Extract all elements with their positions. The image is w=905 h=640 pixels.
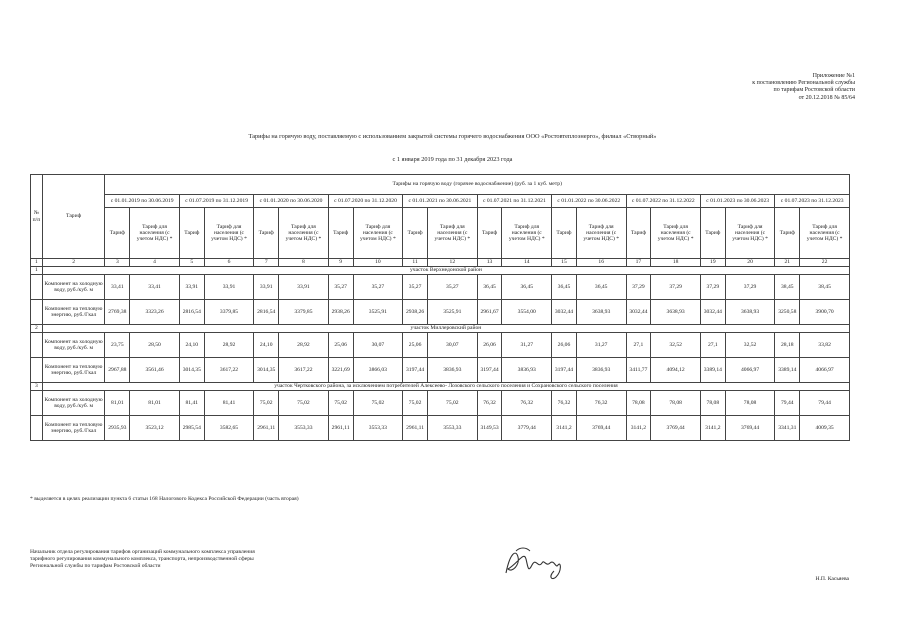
- period-header: с 01.01.2023 по 30.06.2023: [700, 195, 774, 208]
- value-cell: 3523,12: [130, 416, 180, 441]
- subheader-population-tariff: Тариф для населения (с учетом НДС) *: [800, 208, 850, 259]
- subheader-tariff: Тариф: [626, 208, 651, 259]
- value-cell: 4009,35: [800, 416, 850, 441]
- period-header: с 01.07.2021 по 31.12.2021: [477, 195, 551, 208]
- document-title: Тарифы на горячую воду, поставляемую с использованием закрытой системы горячего водоснабжения ООО «Ростовтеплоэнерго», филиал «Створный»: [248, 133, 657, 140]
- section-row: [31, 325, 850, 333]
- column-number: 2: [42, 259, 105, 267]
- value-cell: 3032,44: [626, 300, 651, 325]
- column-number: 6: [204, 259, 254, 267]
- subheader-tariff: Тариф: [477, 208, 502, 259]
- value-cell: 33,91: [179, 275, 204, 300]
- table-row: [31, 416, 850, 441]
- value-cell: 2961,67: [477, 300, 502, 325]
- value-cell: 37,29: [651, 275, 701, 300]
- column-number: 12: [428, 259, 478, 267]
- value-cell: 4094,12: [651, 358, 701, 383]
- value-cell: 36,45: [502, 275, 552, 300]
- value-cell: 2816,54: [179, 300, 204, 325]
- subheader-tariff: Тариф: [328, 208, 353, 259]
- value-cell: 36,45: [477, 275, 502, 300]
- value-cell: 2938,26: [403, 300, 428, 325]
- value-cell: 2938,26: [328, 300, 353, 325]
- value-cell: 27,1: [700, 333, 725, 358]
- value-cell: 81,41: [179, 391, 204, 416]
- value-cell: 3836,93: [502, 358, 552, 383]
- value-cell: 3197,44: [552, 358, 577, 383]
- value-cell: 75,02: [328, 391, 353, 416]
- value-cell: 24,10: [254, 333, 279, 358]
- value-cell: 3389,14: [700, 358, 725, 383]
- subheader-tariff: Тариф: [105, 208, 130, 259]
- value-cell: 33,91: [279, 275, 329, 300]
- value-cell: 81,41: [204, 391, 254, 416]
- value-cell: 26,06: [477, 333, 502, 358]
- value-cell: 33,91: [204, 275, 254, 300]
- value-cell: 2769,38: [105, 300, 130, 325]
- value-cell: 37,29: [700, 275, 725, 300]
- value-cell: 76,32: [477, 391, 502, 416]
- value-cell: 3525,91: [353, 300, 403, 325]
- period-header: с 01.01.2021 по 30.06.2021: [403, 195, 477, 208]
- value-cell: 75,02: [353, 391, 403, 416]
- value-cell: 3149,53: [477, 416, 502, 441]
- column-number: 3: [105, 259, 130, 267]
- value-cell: 33,41: [130, 275, 180, 300]
- value-cell: 31,27: [502, 333, 552, 358]
- value-cell: 30,07: [353, 333, 403, 358]
- row-number-cell: [31, 416, 43, 441]
- value-cell: 32,52: [725, 333, 775, 358]
- section-number: 2: [31, 325, 43, 333]
- value-cell: 81,01: [105, 391, 130, 416]
- value-cell: 3411,77: [626, 358, 651, 383]
- value-cell: 3197,44: [477, 358, 502, 383]
- subheader-tariff: Тариф: [179, 208, 204, 259]
- section-number: 3: [31, 383, 43, 391]
- column-number: 19: [700, 259, 725, 267]
- value-cell: 3525,91: [428, 300, 478, 325]
- value-cell: 79,44: [775, 391, 800, 416]
- value-cell: 3617,22: [204, 358, 254, 383]
- value-cell: 2961,11: [254, 416, 279, 441]
- value-cell: 37,29: [725, 275, 775, 300]
- value-cell: 3836,93: [576, 358, 626, 383]
- value-cell: 3900,70: [800, 300, 850, 325]
- value-cell: 33,82: [800, 333, 850, 358]
- section-name: участок Верхнедонской район: [42, 267, 849, 275]
- value-cell: 78,08: [725, 391, 775, 416]
- column-number: 17: [626, 259, 651, 267]
- value-cell: 3323,26: [130, 300, 180, 325]
- value-cell: 2985,54: [179, 416, 204, 441]
- subheader-tariff: Тариф: [552, 208, 577, 259]
- row-number-cell: [31, 300, 43, 325]
- subheader-population-tariff: Тариф для населения (с учетом НДС) *: [130, 208, 180, 259]
- footnote: * выделяется в целях реализации пункта 6 статьи 168 Налогового Кодекса Российской Федерации (часть вторая): [30, 496, 299, 502]
- table-row: [31, 358, 850, 383]
- table-row: [31, 300, 850, 325]
- value-cell: 31,27: [576, 333, 626, 358]
- subheader-tariff: Тариф: [700, 208, 725, 259]
- value-cell: 78,08: [626, 391, 651, 416]
- subheader-tariff: Тариф: [403, 208, 428, 259]
- column-number: 11: [403, 259, 428, 267]
- value-cell: 32,52: [651, 333, 701, 358]
- column-number: 14: [502, 259, 552, 267]
- value-cell: 28,92: [279, 333, 329, 358]
- value-cell: 2935,93: [105, 416, 130, 441]
- value-cell: 4066,97: [725, 358, 775, 383]
- value-cell: 3014,35: [179, 358, 204, 383]
- value-cell: 3561,46: [130, 358, 180, 383]
- column-number: 15: [552, 259, 577, 267]
- value-cell: 25,06: [328, 333, 353, 358]
- subheader-tariff: Тариф: [254, 208, 279, 259]
- value-cell: 36,45: [552, 275, 577, 300]
- tariff-table: [30, 174, 850, 441]
- value-cell: 76,32: [502, 391, 552, 416]
- value-cell: 23,75: [105, 333, 130, 358]
- column-number: 5: [179, 259, 204, 267]
- column-number: 21: [775, 259, 800, 267]
- value-cell: 26,06: [552, 333, 577, 358]
- row-number-cell: [31, 333, 43, 358]
- table-row: [31, 391, 850, 416]
- signer-position: Начальник отдела регулирования тарифов организаций коммунального комплекса управления тарифного регулирования коммунального комплекса, транспорта, непроизводственной сферы Региональной службы по тарифам Ростовской области: [30, 549, 255, 569]
- value-cell: 3769,44: [576, 416, 626, 441]
- value-cell: 3553,33: [353, 416, 403, 441]
- period-header: с 01.07.2020 по 31.12.2020: [328, 195, 402, 208]
- section-name: участок Миллеровский район: [42, 325, 849, 333]
- value-cell: 3032,44: [552, 300, 577, 325]
- column-number: 16: [576, 259, 626, 267]
- value-cell: 3638,93: [651, 300, 701, 325]
- value-cell: 3221,69: [328, 358, 353, 383]
- subheader-population-tariff: Тариф для населения (с учетом НДС) *: [204, 208, 254, 259]
- period-header: с 01.07.2023 по 31.12.2023: [775, 195, 850, 208]
- row-label: Компонент на холодную воду, руб./куб. м: [42, 333, 105, 358]
- column-number: 7: [254, 259, 279, 267]
- appendix-line: к постановлению Региональной службы: [752, 80, 855, 87]
- value-cell: 75,02: [279, 391, 329, 416]
- value-cell: 35,27: [403, 275, 428, 300]
- value-cell: 3250,58: [775, 300, 800, 325]
- column-number: 10: [353, 259, 403, 267]
- value-cell: 30,07: [428, 333, 478, 358]
- value-cell: 3379,85: [204, 300, 254, 325]
- value-cell: 3617,22: [279, 358, 329, 383]
- period-header: с 01.07.2022 по 31.12.2022: [626, 195, 700, 208]
- period-header: с 01.01.2022 по 30.06.2022: [552, 195, 626, 208]
- signer-name: Н.П. Касьяева: [815, 576, 849, 582]
- column-number: 20: [725, 259, 775, 267]
- subheader-tariff: Тариф: [775, 208, 800, 259]
- value-cell: 3379,85: [279, 300, 329, 325]
- appendix-line: от 20.12.2018 № 85/64: [798, 94, 855, 101]
- section-number: 1: [31, 267, 43, 275]
- row-number-cell: [31, 358, 43, 383]
- subheader-population-tariff: Тариф для населения (с учетом НДС) *: [725, 208, 775, 259]
- value-cell: 2816,54: [254, 300, 279, 325]
- subheader-population-tariff: Тариф для населения (с учетом НДС) *: [353, 208, 403, 259]
- subheader-population-tariff: Тариф для населения (с учетом НДС) *: [428, 208, 478, 259]
- period-header: с 01.01.2020 по 30.06.2020: [254, 195, 328, 208]
- value-cell: 79,44: [800, 391, 850, 416]
- header-tariff: Тариф: [42, 175, 105, 259]
- subheader-population-tariff: Тариф для населения (с учетом НДС) *: [502, 208, 552, 259]
- value-cell: 3836,93: [428, 358, 478, 383]
- subheader-population-tariff: Тариф для населения (с учетом НДС) *: [279, 208, 329, 259]
- value-cell: 75,02: [254, 391, 279, 416]
- section-row: [31, 267, 850, 275]
- value-cell: 24,10: [179, 333, 204, 358]
- value-cell: 3141,2: [700, 416, 725, 441]
- row-number-cell: [31, 391, 43, 416]
- value-cell: 76,32: [552, 391, 577, 416]
- column-number: 9: [328, 259, 353, 267]
- appendix-line: Приложение №1: [812, 73, 855, 79]
- value-cell: 3141,2: [626, 416, 651, 441]
- row-number-cell: [31, 275, 43, 300]
- column-number: 1: [31, 259, 43, 267]
- handwritten-signature: [498, 543, 570, 583]
- value-cell: 3554,00: [502, 300, 552, 325]
- value-cell: 4066,97: [800, 358, 850, 383]
- column-number: 8: [279, 259, 329, 267]
- value-cell: 75,02: [428, 391, 478, 416]
- value-cell: 3389,14: [775, 358, 800, 383]
- value-cell: 35,27: [353, 275, 403, 300]
- value-cell: 3638,93: [725, 300, 775, 325]
- value-cell: 3553,33: [279, 416, 329, 441]
- value-cell: 27,1: [626, 333, 651, 358]
- value-cell: 2961,11: [403, 416, 428, 441]
- value-cell: 75,02: [403, 391, 428, 416]
- appendix-line: по тарифам Ростовской области: [773, 87, 855, 94]
- value-cell: 2967,88: [105, 358, 130, 383]
- value-cell: 81,01: [130, 391, 180, 416]
- row-label: Компонент на тепловую энергию, руб./Гкал: [42, 300, 105, 325]
- value-cell: 78,08: [700, 391, 725, 416]
- value-cell: 28,50: [130, 333, 180, 358]
- row-label: Компонент на холодную воду, руб./куб. м: [42, 275, 105, 300]
- row-label: Компонент на тепловую энергию, руб./Гкал: [42, 416, 105, 441]
- column-number: 18: [651, 259, 701, 267]
- value-cell: 3032,44: [700, 300, 725, 325]
- header-group: Тарифы на горячую воду (горячее водоснабжение) (руб. за 1 куб. метр): [105, 175, 850, 195]
- value-cell: 35,27: [328, 275, 353, 300]
- value-cell: 3779,44: [502, 416, 552, 441]
- value-cell: 76,32: [576, 391, 626, 416]
- row-label: Компонент на тепловую энергию, руб./Гкал: [42, 358, 105, 383]
- value-cell: 28,92: [204, 333, 254, 358]
- value-cell: 35,27: [428, 275, 478, 300]
- value-cell: 28,18: [775, 333, 800, 358]
- value-cell: 3553,33: [428, 416, 478, 441]
- row-label: Компонент на холодную воду, руб./куб. м: [42, 391, 105, 416]
- value-cell: 3769,44: [651, 416, 701, 441]
- value-cell: 37,29: [626, 275, 651, 300]
- value-cell: 3866,03: [353, 358, 403, 383]
- header-number: № п/п: [31, 175, 43, 259]
- column-number: 13: [477, 259, 502, 267]
- value-cell: 3638,93: [576, 300, 626, 325]
- value-cell: 3141,2: [552, 416, 577, 441]
- value-cell: 78,08: [651, 391, 701, 416]
- table-row: [31, 275, 850, 300]
- subheader-population-tariff: Тариф для населения (с учетом НДС) *: [651, 208, 701, 259]
- value-cell: 3341,31: [775, 416, 800, 441]
- value-cell: 3769,44: [725, 416, 775, 441]
- value-cell: 38,45: [775, 275, 800, 300]
- appendix-header: [635, 73, 855, 102]
- value-cell: 33,41: [105, 275, 130, 300]
- value-cell: 38,45: [800, 275, 850, 300]
- document-period: с 1 января 2019 года по 31 декабря 2023 года: [392, 156, 513, 163]
- value-cell: 2961,11: [328, 416, 353, 441]
- column-number: 4: [130, 259, 180, 267]
- subheader-population-tariff: Тариф для населения (с учетом НДС) *: [576, 208, 626, 259]
- column-number: 22: [800, 259, 850, 267]
- value-cell: 3014,35: [254, 358, 279, 383]
- value-cell: 36,45: [576, 275, 626, 300]
- table-row: [31, 333, 850, 358]
- section-row: [31, 383, 850, 391]
- value-cell: 3582,65: [204, 416, 254, 441]
- value-cell: 3197,44: [403, 358, 428, 383]
- section-name: участок Чертковского района, за исключением потребителей Алексеево- Лозовского сельского поселения и Сохрановского сельского поселения: [42, 383, 849, 391]
- period-header: с 01.01.2019 по 30.06.2019: [105, 195, 179, 208]
- value-cell: 33,91: [254, 275, 279, 300]
- period-header: с 01.07.2019 по 31.12.2019: [179, 195, 253, 208]
- value-cell: 25,06: [403, 333, 428, 358]
